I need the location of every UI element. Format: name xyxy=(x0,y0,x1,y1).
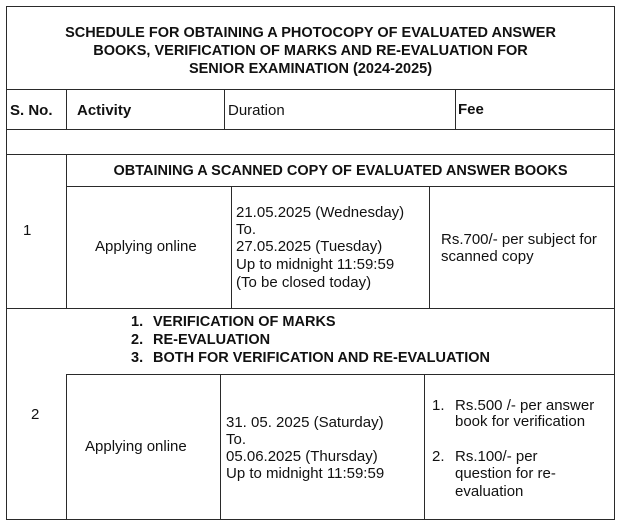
duration-line: 21.05.2025 (Wednesday) xyxy=(236,204,405,221)
fee-line: question for re- xyxy=(455,465,556,482)
rule-duration-fee-s2 xyxy=(424,374,425,519)
section-1-heading: OBTAINING A SCANNED COPY OF EVALUATED ANSWER BOOKS xyxy=(113,163,568,179)
rule-sno-activity-header xyxy=(66,89,67,129)
section-2-activity: Applying online xyxy=(85,438,187,455)
rule-activity-duration-header xyxy=(224,89,225,129)
duration-line: To. xyxy=(236,221,257,238)
heading-text: VERIFICATION OF MARKS xyxy=(153,314,336,330)
title-line-1: SCHEDULE FOR OBTAINING A PHOTOCOPY OF EVALUATED ANSWER xyxy=(65,25,556,41)
fee-line: evaluation xyxy=(455,483,524,500)
duration-line: 27.05.2025 (Tuesday) xyxy=(236,238,383,255)
rule-header-bottom xyxy=(6,129,615,130)
fee-number: 2. xyxy=(432,448,445,465)
rule-left xyxy=(6,6,7,520)
section-1-number: 1 xyxy=(23,222,32,239)
header-fee: Fee xyxy=(458,101,484,118)
header-activity: Activity xyxy=(77,102,132,119)
rule-duration-fee-header xyxy=(455,89,456,129)
duration-line: (To be closed today) xyxy=(236,274,372,291)
fee-line: Rs.700/- per subject for xyxy=(441,231,597,248)
title-line-3: SENIOR EXAMINATION (2024-2025) xyxy=(188,61,433,77)
section-2-number: 2 xyxy=(31,406,40,423)
rule-activity-duration-s2 xyxy=(220,374,221,519)
header-duration: Duration xyxy=(228,102,285,119)
heading-text: BOTH FOR VERIFICATION AND RE-EVALUATION xyxy=(153,350,490,366)
rule-bottom xyxy=(6,519,615,520)
rule-activity-duration-s1 xyxy=(231,186,232,308)
heading-number: 3. xyxy=(131,350,144,366)
heading-text: RE-EVALUATION xyxy=(153,332,271,348)
rule-s2-heading-bottom xyxy=(66,374,615,375)
duration-line: Up to midnight 11:59:59 xyxy=(236,256,395,273)
rule-duration-fee-s1 xyxy=(429,186,430,308)
rule-spacer-bottom xyxy=(6,154,615,155)
rule-s1-heading-bottom xyxy=(66,186,615,187)
header-sno: S. No. xyxy=(10,102,53,119)
rule-title-bottom xyxy=(6,89,615,90)
fee-line: book for verification xyxy=(455,413,586,430)
fee-line: Rs.100/- per xyxy=(455,448,538,465)
duration-line: To. xyxy=(226,431,247,448)
rule-top xyxy=(6,6,615,7)
duration-line: 31. 05. 2025 (Saturday) xyxy=(226,414,384,431)
fee-line: scanned copy xyxy=(441,248,534,265)
duration-line: Up to midnight 11:59:59 xyxy=(226,465,385,482)
fee-number: 1. xyxy=(432,397,445,414)
fee-line: Rs.500 /- per answer xyxy=(455,397,595,414)
heading-number: 2. xyxy=(131,332,144,348)
rule-right xyxy=(614,6,615,520)
section-1-activity: Applying online xyxy=(95,238,197,255)
rule-sno-s2 xyxy=(66,374,67,519)
rule-s1-bottom xyxy=(6,308,615,309)
title-line-2: BOOKS, VERIFICATION OF MARKS AND RE-EVALUATION FOR xyxy=(93,43,528,59)
duration-line: 05.06.2025 (Thursday) xyxy=(226,448,378,465)
heading-number: 1. xyxy=(131,314,144,330)
